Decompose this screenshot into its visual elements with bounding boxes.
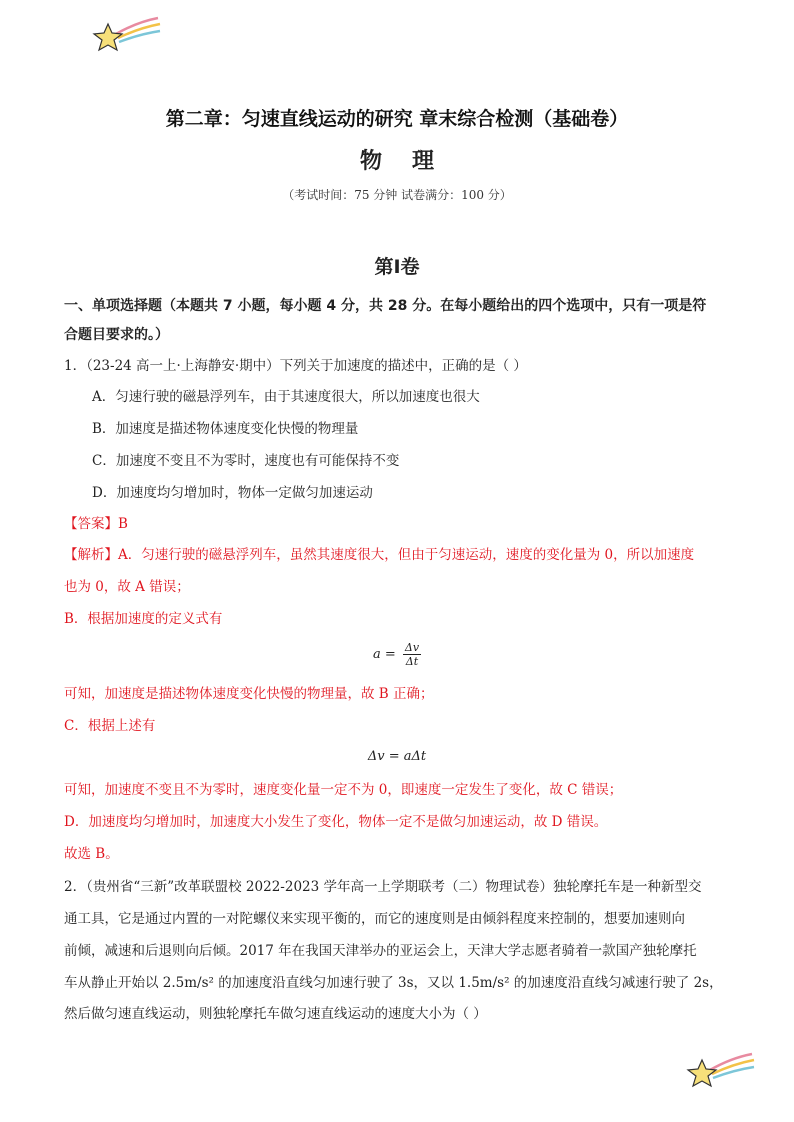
analysis-line: [64, 545, 730, 565]
question-2-line: 2．（贵州省“三新”改革联盟校 2022-2023 学年高一上学期联考（二）物理试卷）独轮摩托车是一种新型交: [64, 879, 702, 895]
shooting-star-icon: [686, 1050, 756, 1094]
analysis-b-conclusion: 可知，加速度是描述物体速度变化快慢的物理量，故 B 正确；: [64, 686, 434, 702]
section-heading: 一、单项选择题（本题共 7 小题，每小题 4 分，共 28 分。在每小题给出的四个选项中，只有一项是符: [64, 298, 707, 314]
analysis-b-intro: B．根据加速度的定义式有: [64, 611, 223, 627]
question-2-line: 前倾，减速和后退则向后倾。2017 年在我国天津举办的亚运会上，天津大学志愿者骑着一款国产独轮摩托: [64, 943, 697, 959]
question-2-line: 车从静止开始以 2.5m/s² 的加速度沿直线匀加速行驶了 3s，又以 1.5m/s² 的加速度沿直线匀减速行驶了 2s，: [64, 975, 723, 991]
formula-denominator: Δt: [405, 655, 419, 668]
question-2-line: 通工具，它是通过内置的一对陀螺仪来实现平衡的，而它的速度则是由倾斜程度来控制的，想要加速则向: [64, 911, 685, 927]
option-d: D．加速度均匀增加时，物体一定做匀加速运动: [92, 485, 373, 501]
formula-velocity-change: Δv = aΔt: [367, 749, 427, 764]
formula-numerator: Δv: [404, 641, 420, 654]
shooting-star-icon: [92, 14, 162, 58]
question-2-line: 然后做匀速直线运动，则独轮摩托车做匀速直线运动的速度大小为（ ）: [64, 1006, 487, 1022]
answer: 【答案】B: [64, 516, 128, 532]
analysis-c-intro: C．根据上述有: [64, 718, 156, 734]
option-a: A．匀速行驶的磁悬浮列车，由于其速度很大，所以加速度也很大: [92, 389, 480, 405]
option-b: B．加速度是描述物体速度变化快慢的物理量: [92, 421, 359, 437]
formula-acceleration: [0, 641, 794, 668]
analysis-a-cont: 也为 0，故 A 错误；: [64, 579, 190, 595]
final-choice: 故选 B。: [64, 846, 119, 862]
option-c: C．加速度不变且不为零时，速度也有可能保持不变: [92, 453, 400, 469]
question-1-stem: 1．（23-24 高一上·上海静安·期中）下列关于加速度的描述中，正确的是（ ）: [64, 358, 527, 374]
formula-lhs: a =: [372, 647, 396, 662]
analysis-label: 【解析】: [64, 547, 118, 563]
page-title: 第二章：匀速直线运动的研究 章末综合检测（基础卷）: [165, 108, 629, 130]
analysis-d: D．加速度均匀增加时，加速度大小发生了变化，物体一定不是做匀加速运动，故 D 错误。: [64, 814, 608, 830]
section-heading-cont: 合题目要求的。）: [64, 327, 169, 343]
analysis-c-conclusion: 可知，加速度不变且不为零时，速度变化量一定不为 0，即速度一定发生了变化，故 C 错误；: [64, 782, 623, 798]
exam-info: （考试时间：75 分钟 试卷满分：100 分）: [282, 188, 512, 202]
analysis-a: A．匀速行驶的磁悬浮列车，虽然其速度很大，但由于匀速运动，速度的变化量为 0，所以加速度: [118, 547, 695, 563]
volume-heading: 第I卷: [374, 256, 420, 278]
subject-title: 物理: [359, 149, 464, 174]
formula-fraction: [403, 641, 421, 668]
